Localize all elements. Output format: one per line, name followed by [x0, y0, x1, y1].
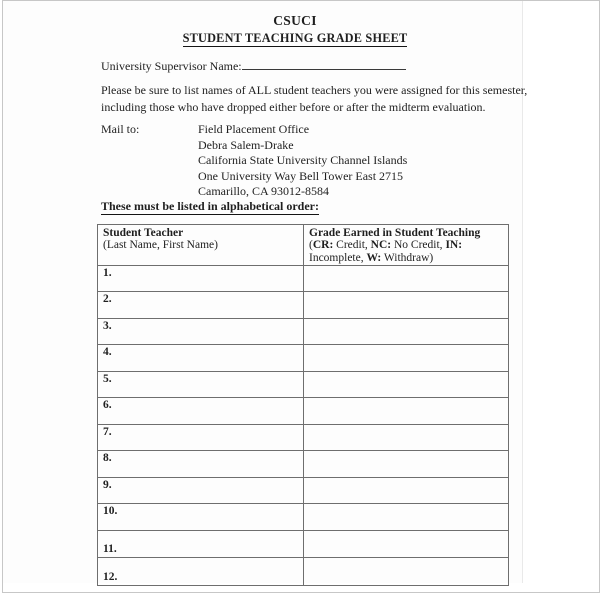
- row-number-cell: 9.: [98, 477, 304, 504]
- supervisor-name-line: [101, 56, 406, 74]
- supervisor-name-blank: [242, 56, 406, 70]
- grade-table: [97, 224, 509, 586]
- table-row: [98, 451, 509, 478]
- row-number-cell: 7.: [98, 424, 304, 451]
- grade-cell: [304, 504, 509, 531]
- table-row: [98, 530, 509, 558]
- student-teacher-header: Student Teacher: [103, 227, 184, 239]
- grade-cell: [304, 265, 509, 292]
- address-line-office: Field Placement Office: [198, 122, 310, 136]
- student-teacher-subheader: (Last Name, First Name): [103, 239, 218, 252]
- table-row: [98, 292, 509, 319]
- address-line-street: One University Way Bell Tower East 2715: [198, 168, 404, 183]
- doc-subtitle: STUDENT TEACHING GRADE SHEET: [182, 31, 408, 45]
- legend-w: W:: [366, 251, 382, 264]
- address-line-city: Camarillo, CA 93012-8584: [198, 184, 329, 198]
- row-number-cell: 5.: [98, 371, 304, 398]
- doc-title: CSUCI: [273, 13, 317, 28]
- table-row: [98, 345, 509, 372]
- legend-nc: NC:: [370, 239, 392, 252]
- address-line-name: Debra Salem-Drake: [198, 137, 294, 152]
- grade-header-cell: [304, 225, 509, 266]
- row-number-cell: 6.: [98, 398, 304, 425]
- grade-cell: [304, 318, 509, 345]
- row-number-cell: 8.: [98, 451, 304, 478]
- grade-cell: [304, 424, 509, 451]
- row-number-cell: 1.: [98, 265, 304, 292]
- table-header-row: [98, 225, 509, 266]
- row-number-cell: 10.: [98, 504, 304, 531]
- grade-legend: (CR: Credit, NC: No Credit, IN: Incomplete, W: Withdraw): [309, 239, 463, 264]
- table-row: [98, 398, 509, 425]
- student-teacher-header-cell: [98, 225, 304, 266]
- legend-cr: CR:: [312, 239, 334, 252]
- instructions-line-2: including those who have dropped either before or after the midterm evaluation.: [101, 100, 486, 114]
- table-row: [98, 371, 509, 398]
- grade-cell: [304, 530, 509, 558]
- table-row: [98, 558, 509, 586]
- grade-cell: [304, 292, 509, 319]
- grade-cell: [304, 451, 509, 478]
- mail-address: [198, 122, 407, 200]
- instructions-paragraph: [101, 82, 541, 116]
- grade-cell: [304, 345, 509, 372]
- mail-to-label: Mail to:: [101, 122, 140, 136]
- grade-header: Grade Earned in Student Teaching: [309, 227, 481, 239]
- table-row: [98, 477, 509, 504]
- title-block: [90, 13, 500, 46]
- row-number-cell: 12.: [98, 558, 304, 586]
- row-number-cell: 4.: [98, 345, 304, 372]
- grade-cell: [304, 398, 509, 425]
- address-line-university: California State University Channel Islands: [198, 153, 408, 167]
- grade-cell: [304, 371, 509, 398]
- alphabetical-order-note: These must be listed in alphabetical order:: [101, 199, 319, 213]
- mail-to-block: [101, 122, 407, 200]
- table-row: [98, 318, 509, 345]
- grade-cell: [304, 558, 509, 586]
- instructions-line-1: Please be sure to list names of ALL student teachers you were assigned for this semester,: [101, 83, 528, 97]
- row-number-cell: 3.: [98, 318, 304, 345]
- legend-in: IN:: [445, 239, 463, 252]
- table-row: [98, 424, 509, 451]
- row-number-cell: 11.: [98, 530, 304, 558]
- row-number-cell: 2.: [98, 292, 304, 319]
- grade-cell: [304, 477, 509, 504]
- table-row: [98, 504, 509, 531]
- table-row: [98, 265, 509, 292]
- supervisor-name-label: University Supervisor Name:: [101, 59, 242, 73]
